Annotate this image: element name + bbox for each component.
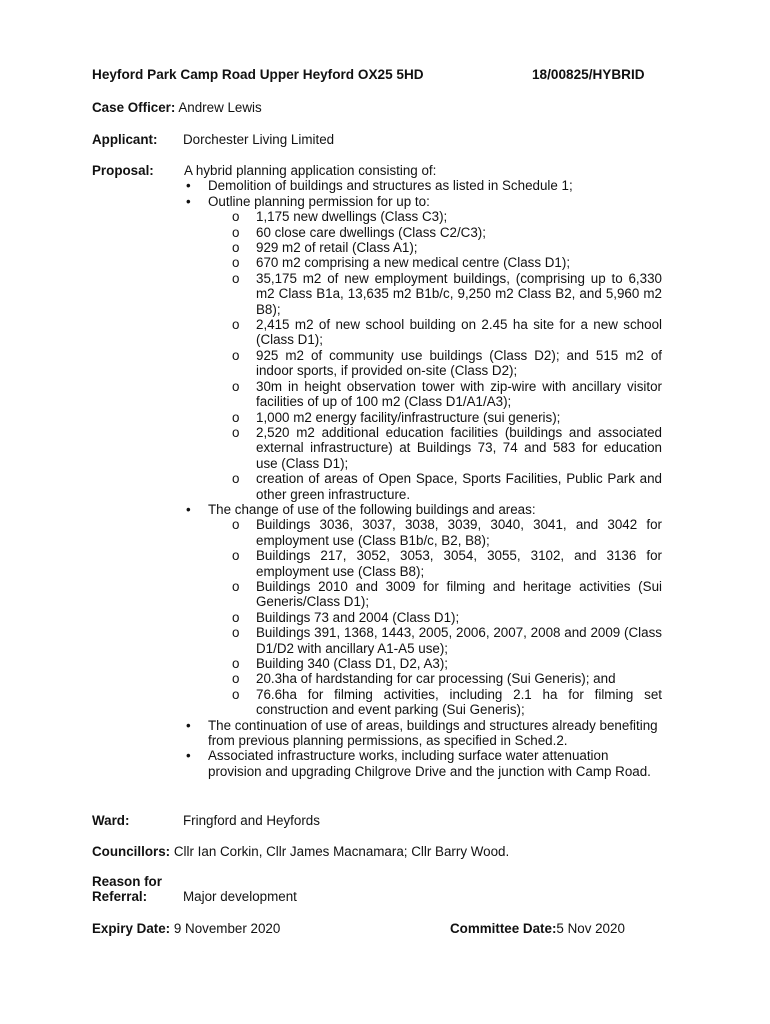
- proposal-subitem: [208, 610, 662, 625]
- proposal-subitem-text: Buildings 73 and 2004 (Class D1);: [256, 609, 460, 625]
- proposal-subitem: [208, 517, 662, 548]
- circle-bullet-icon: o: [232, 671, 240, 687]
- proposal-subitem: [208, 240, 662, 255]
- proposal-subitem-text: Buildings 2010 and 3009 for filming and heritage activities (Sui Generis/Class D1);: [256, 578, 662, 610]
- expiry-date-label: Expiry Date:: [92, 921, 171, 936]
- ward-value: Fringford and Heyfords: [183, 813, 320, 828]
- proposal-subitem: [208, 471, 662, 502]
- proposal-item-text: Demolition of buildings and structures as listed in Schedule 1;: [208, 178, 573, 194]
- councillors-label: Councillors:: [92, 844, 171, 859]
- circle-bullet-icon: o: [232, 656, 240, 671]
- proposal-intro: A hybrid planning application consisting of:: [184, 163, 437, 178]
- proposal-subitem: [208, 425, 662, 471]
- case-officer-value: Andrew Lewis: [178, 100, 262, 115]
- councillors-row: [92, 844, 662, 859]
- referral-label-line1: Reason for: [92, 874, 162, 889]
- proposal-subitem-text: 929 m2 of retail (Class A1);: [256, 240, 418, 256]
- referral-label-line2: Referral:: [92, 889, 148, 904]
- proposal-subitem-text: 1,000 m2 energy facility/infrastructure (sui generis);: [256, 409, 561, 425]
- proposal-subitem-text: 925 m2 of community use buildings (Class D2); and 515 m2 of indoor sports, if provided on-site (Class D2);: [256, 347, 662, 379]
- proposal-subitem-list: [208, 517, 662, 717]
- proposal-subitem-text: 1,175 new dwellings (Class C3);: [256, 209, 448, 225]
- proposal-subitem-text: 2,520 m2 additional education facilities (buildings and associated external infrastructure) at Buildings 73, 74 and 583 for education use (Class D1);: [256, 424, 662, 471]
- circle-bullet-icon: o: [232, 409, 240, 425]
- proposal-subitem-text: 60 close care dwellings (Class C2/C3);: [256, 224, 486, 240]
- proposal-subitem-text: 76.6ha for filming activities, including 2.1 ha for filming set construction and event parking (Sui Generis);: [256, 686, 662, 718]
- circle-bullet-icon: o: [232, 471, 240, 487]
- bullet-icon: •: [186, 717, 191, 733]
- proposal-subitem-text: 2,415 m2 of new school building on 2.45 ha site for a new school (Class D1);: [256, 317, 662, 348]
- proposal-subitem: [208, 379, 662, 410]
- circle-bullet-icon: o: [232, 424, 240, 440]
- circle-bullet-icon: o: [232, 240, 240, 256]
- proposal-item: [184, 502, 662, 718]
- proposal-subitem: [208, 687, 662, 718]
- bullet-icon: •: [186, 501, 191, 517]
- circle-bullet-icon: o: [232, 609, 240, 625]
- case-officer-label: Case Officer:: [92, 100, 176, 115]
- circle-bullet-icon: o: [232, 255, 240, 271]
- proposal-item: [184, 748, 662, 779]
- bullet-icon: •: [186, 193, 191, 209]
- proposal-subitem: [208, 625, 662, 656]
- expiry-date-value: 9 November 2020: [173, 921, 281, 936]
- proposal-item: [184, 194, 662, 502]
- site-address-heading: Heyford Park Camp Road Upper Heyford OX25 5HD: [92, 67, 424, 82]
- proposal-subitem-list: [208, 209, 662, 502]
- committee-date: [450, 921, 625, 936]
- circle-bullet-icon: o: [232, 548, 240, 564]
- circle-bullet-icon: o: [232, 578, 240, 594]
- proposal-item-text: Associated infrastructure works, including surface water attenuation provision and upgrading Chilgrove Drive and the junction with Camp Road.: [208, 748, 651, 779]
- proposal-list: [184, 178, 662, 779]
- proposal-subitem: [208, 209, 662, 224]
- referral-value: Major development: [183, 889, 297, 904]
- applicant-value: Dorchester Living Limited: [183, 132, 335, 147]
- proposal-subitem: [208, 410, 662, 425]
- proposal-item: [184, 718, 662, 749]
- proposal-subitem-text: Buildings 391, 1368, 1443, 2005, 2006, 2007, 2008 and 2009 (Class D1/D2 with ancillary A1-A5 use);: [256, 625, 662, 656]
- proposal-subitem-text: creation of areas of Open Space, Sports Facilities, Public Park and other green infrastructure.: [256, 471, 662, 502]
- committee-date-label: Committee Date:: [450, 921, 557, 936]
- proposal-subitem: [208, 579, 662, 610]
- proposal-label: Proposal:: [92, 163, 154, 178]
- proposal-subitem: [208, 548, 662, 579]
- ward-label: Ward:: [92, 813, 130, 828]
- committee-date-value: 5 Nov 2020: [556, 921, 625, 936]
- proposal-subitem: [208, 317, 662, 348]
- proposal-subitem: [208, 271, 662, 317]
- proposal-subitem-text: Building 340 (Class D1, D2, A3);: [256, 656, 449, 671]
- circle-bullet-icon: o: [232, 317, 240, 333]
- circle-bullet-icon: o: [232, 347, 240, 363]
- circle-bullet-icon: o: [232, 517, 240, 533]
- circle-bullet-icon: o: [232, 625, 240, 641]
- proposal-subitem: [208, 225, 662, 240]
- application-reference: 18/00825/HYBRID: [532, 67, 645, 82]
- circle-bullet-icon: o: [232, 378, 240, 394]
- proposal-item-text: Outline planning permission for up to:: [208, 193, 430, 209]
- proposal-item-text: The continuation of use of areas, buildings and structures already benefiting from previous planning permissions, as specified in Sched.2.: [208, 717, 658, 749]
- circle-bullet-icon: o: [232, 686, 240, 702]
- bullet-icon: •: [186, 748, 191, 764]
- proposal-subitem: [208, 255, 662, 270]
- circle-bullet-icon: o: [232, 270, 240, 286]
- proposal-subitem: [208, 671, 662, 686]
- circle-bullet-icon: o: [232, 224, 240, 240]
- proposal-subitem-text: 20.3ha of hardstanding for car processing (Sui Generis); and: [256, 671, 616, 687]
- proposal-subitem-text: Buildings 3036, 3037, 3038, 3039, 3040, 3041, and 3042 for employment use (Class B1b/c, B2, B8);: [256, 517, 662, 548]
- proposal-subitem-text: 30m in height observation tower with zip-wire with ancillary visitor facilities of up of 100 m2 (Class D1/A1/A3);: [256, 378, 662, 410]
- case-officer-row: [92, 100, 662, 115]
- proposal-subitem-text: 670 m2 comprising a new medical centre (Class D1);: [256, 255, 571, 271]
- proposal-item-text: The change of use of the following buildings and areas:: [208, 501, 536, 517]
- applicant-label: Applicant:: [92, 132, 158, 147]
- expiry-date: [92, 921, 280, 936]
- bullet-icon: •: [186, 178, 191, 194]
- circle-bullet-icon: o: [232, 209, 240, 225]
- proposal-item: [184, 178, 662, 193]
- proposal-body: [184, 163, 662, 779]
- proposal-subitem-text: 35,175 m2 of new employment buildings, (comprising up to 6,330 m2 Class B1a, 13,635 m2 B1b/c, 9,250 m2 Class B2, and 5,960 m2 B8);: [256, 270, 662, 317]
- proposal-subitem: [208, 656, 662, 671]
- proposal-subitem-text: Buildings 217, 3052, 3053, 3054, 3055, 3102, and 3136 for employment use (Class B8);: [256, 548, 662, 579]
- proposal-subitem: [208, 348, 662, 379]
- councillors-value: Cllr Ian Corkin, Cllr James Macnamara; Cllr Barry Wood.: [173, 844, 510, 859]
